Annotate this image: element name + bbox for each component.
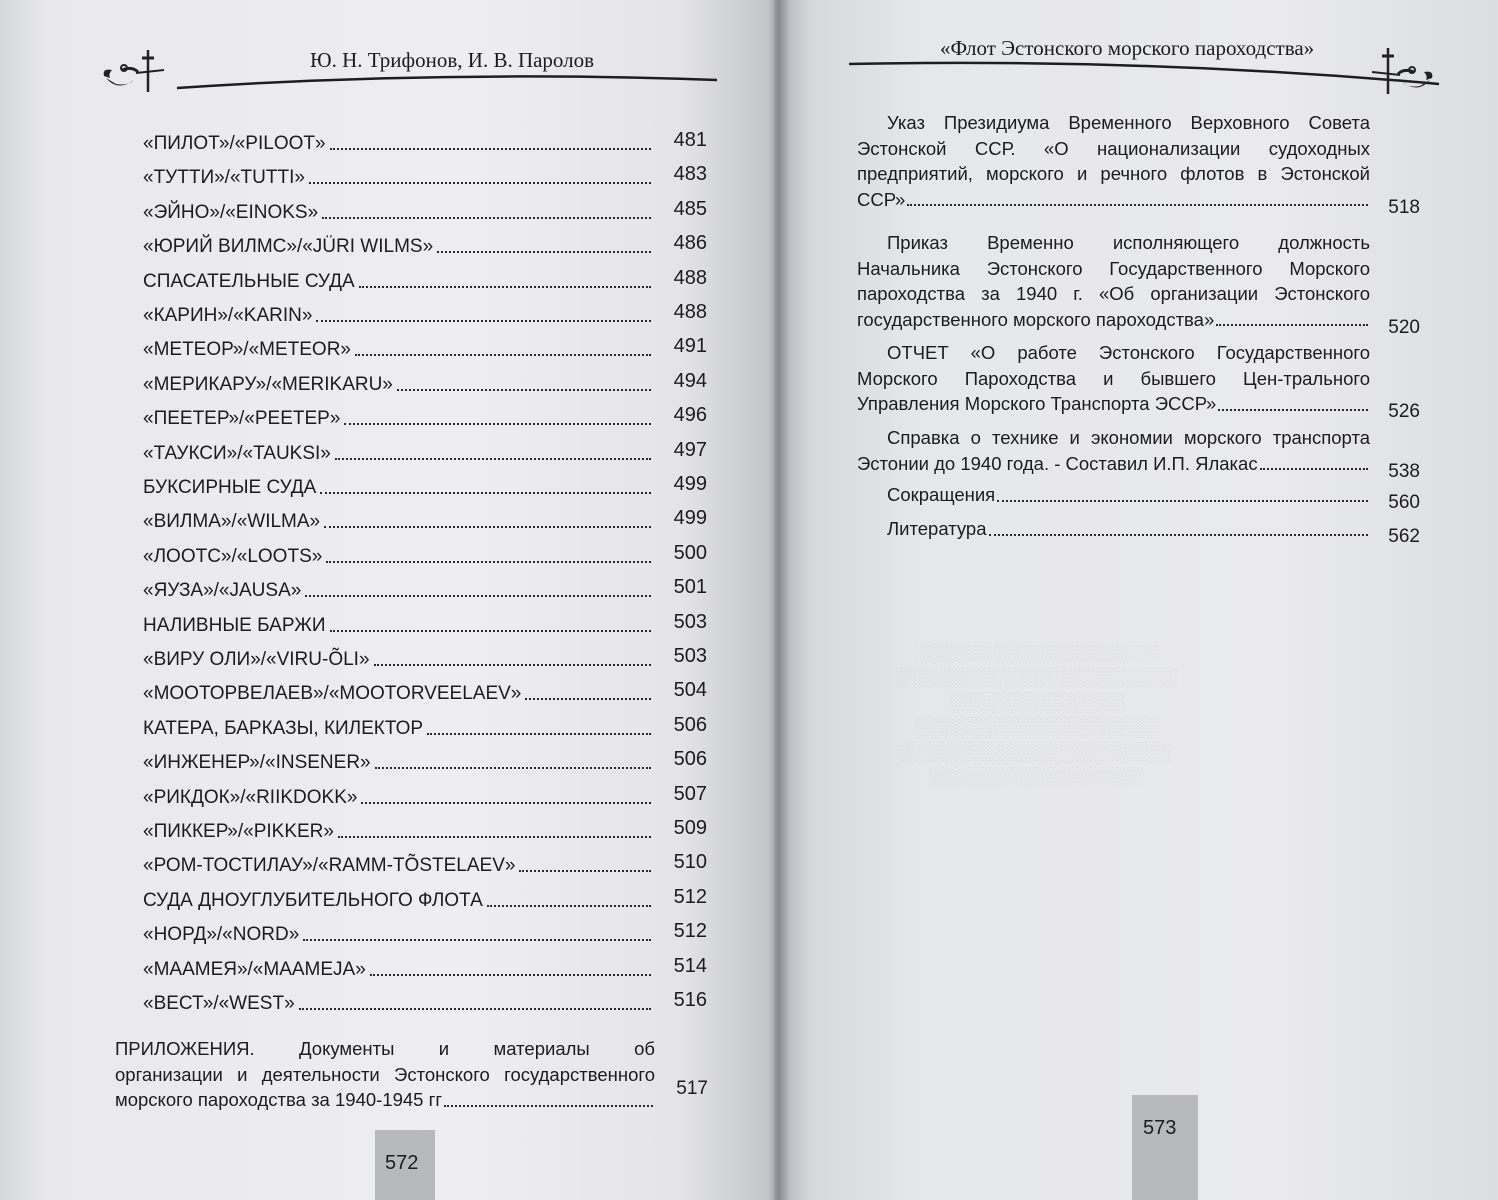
page-ref: 496 [673, 404, 707, 427]
dot-leader [330, 630, 652, 632]
entry-title: «ВИРУ ОЛИ»/«VIRU-ÕLI» [143, 649, 370, 670]
entry-last-line [857, 516, 1370, 542]
toc-entry[interactable] [143, 641, 707, 671]
anchor-sword-ornament-icon [98, 40, 168, 100]
entry-text-line: Указ Президиума Временного Верховного Совета [887, 112, 1370, 133]
page-number-tab [1132, 1095, 1198, 1200]
dot-leader [303, 939, 651, 941]
dot-leader [374, 664, 651, 666]
entry-title: БУКСИРНЫЕ СУДА [143, 477, 317, 498]
entry-title: «ЛООТС»/«LOOTS» [143, 545, 323, 567]
entry-title: СПАСАТЕЛЬНЫЕ СУДА [143, 270, 355, 292]
toc-entry[interactable] [143, 607, 707, 637]
dot-leader [359, 286, 651, 288]
page-ref: 494 [673, 369, 707, 392]
entry-title: «ПИККЕР»/«PIKKER» [143, 821, 334, 842]
running-header: «Флот Эстонского морского пароходства» [940, 36, 1315, 60]
entry-text-line: ОТЧЕТ «О работе Эстонского Государственного [887, 342, 1370, 363]
entry-text-line: Начальника Эстонского Государственного Морского [857, 257, 1370, 279]
dot-leader [309, 182, 651, 184]
page-ref: 497 [673, 438, 707, 461]
page-ref: 512 [673, 920, 707, 943]
entry-title: «МООТОРВЕЛАЕВ»/«MOOTORVEELAEV» [143, 683, 522, 705]
entry-title: «ЭЙНО»/«EINOKS» [143, 201, 319, 223]
dot-leader [437, 251, 651, 253]
page-ref: 491 [673, 335, 707, 358]
page-ref: 512 [673, 885, 707, 908]
header-rule [175, 70, 720, 94]
entry-last-line [857, 307, 1370, 333]
toc-entry[interactable] [143, 779, 707, 809]
toc-entry[interactable] [143, 813, 707, 843]
entry-last-line [857, 451, 1370, 477]
entry-title: НАЛИВНЫЕ БАРЖИ [143, 614, 326, 636]
toc-entry[interactable] [143, 538, 707, 568]
toc-entry-appendix[interactable] [115, 1036, 708, 1113]
page-ref: 481 [673, 129, 707, 151]
dot-leader [907, 204, 1368, 206]
dot-leader [375, 767, 651, 769]
dot-leader [487, 905, 651, 907]
entry-title: «МААМЕЯ»/«MAAMEJA» [143, 958, 366, 980]
page-ref: 506 [673, 713, 707, 736]
show-through-text: ░░░░░░░░░░░░░░░░░░ ░░░░░░░░░░░░░░░░░░░░░ ░░░░░░░░░░░░░ ░░░░░░░░░░░░░░░░░░ ░░░░░░░░░░░░░░░░░░░░ ░░░░░░░░░░░░░░░░ [895, 642, 1178, 788]
entry-last-line [857, 482, 1370, 508]
entry-last-line [857, 187, 1370, 213]
entry-text-line: пароходства за 1940 г. «Об организации Эстонского [857, 283, 1370, 304]
toc-entry[interactable] [143, 572, 707, 602]
toc-entry[interactable] [857, 482, 1420, 513]
dot-leader [370, 974, 651, 976]
dot-leader [355, 354, 651, 356]
entry-title: «ИНЖЕНЕР»/«INSENER» [143, 752, 371, 774]
entry-text-line: Литература [887, 518, 987, 539]
entry-title: «ВЕСТ»/«WEST» [143, 993, 295, 1014]
toc-entry[interactable] [143, 710, 707, 740]
toc-entry[interactable] [143, 159, 707, 189]
entry-title: «МЕТЕОР»/«METEOR» [143, 339, 351, 361]
page-ref: 526 [1388, 401, 1420, 422]
entry-title: «ВИЛМА»/«WILMA» [143, 511, 321, 533]
page-ref: 518 [1388, 196, 1420, 218]
page-ref: 503 [673, 645, 707, 667]
dot-leader [330, 148, 651, 150]
page-ref: 500 [673, 541, 707, 564]
anchor-sword-ornament-icon [1368, 42, 1438, 102]
dot-leader [525, 698, 651, 700]
toc-entry[interactable] [143, 744, 707, 774]
entry-title: «ТАУКСИ»/«TAUKSI» [143, 442, 331, 464]
entry-title: «КАРИН»/«KARIN» [143, 305, 313, 326]
page-ref: 538 [1388, 460, 1420, 482]
entry-title: «ЯУЗА»/«JAUSA» [143, 580, 302, 602]
dot-leader [320, 492, 651, 494]
page-number: 572 [385, 1152, 419, 1174]
page-ref: 562 [1388, 526, 1420, 547]
entry-text-line: Сокращения [887, 484, 996, 505]
dot-leader [335, 458, 651, 460]
entry-title: «ПИЛОТ»/«PILOOT» [143, 133, 326, 154]
page-ref: 510 [673, 851, 707, 874]
page-ref: 516 [673, 989, 707, 1011]
dot-leader [344, 423, 651, 425]
page-ref: 514 [673, 954, 707, 977]
page-ref: 560 [1388, 492, 1420, 513]
entry-title: КАТЕРА, БАРКАЗЫ, КИЛЕКТОР [143, 717, 424, 739]
entry-text-line: Эстонии до 1940 года. - Составил И.П. Ялакас [857, 452, 1258, 474]
dot-leader [444, 1105, 653, 1107]
entry-text-line: организации и деятельности Эстонского государственного [115, 1063, 655, 1085]
dot-leader [1260, 468, 1368, 470]
dot-leader [322, 217, 651, 219]
dot-leader [1216, 324, 1368, 326]
toc-entry[interactable] [143, 228, 707, 258]
toc-entry[interactable] [143, 916, 707, 946]
page-ref: 509 [673, 817, 707, 839]
page-ref: 504 [673, 679, 707, 702]
right-page [775, 0, 1498, 1200]
dot-leader [361, 802, 651, 804]
entry-last-line [857, 391, 1370, 417]
page-ref: 488 [673, 301, 707, 323]
dot-leader [427, 733, 651, 735]
entry-text-line: предприятий, морского и речного флотов в Эстонской [857, 163, 1370, 184]
entry-text-line: Управления Морского Транспорта ЭССР» [857, 393, 1217, 414]
toc-entry[interactable] [143, 985, 707, 1015]
toc-entry[interactable] [143, 125, 707, 155]
book-spine-shadow [768, 0, 790, 1200]
entry-text-line: государственного морского пароходства» [857, 308, 1215, 330]
toc-entry[interactable] [857, 230, 1420, 338]
toc-entry[interactable] [143, 469, 707, 499]
entry-title: «ЮРИЙ ВИЛМС»/«JÜRI WILMS» [143, 236, 434, 258]
toc-entry[interactable] [143, 331, 707, 361]
entry-title: СУДА ДНОУГЛУБИТЕЛЬНОГО ФЛОТА [143, 889, 483, 911]
entry-text-line: Морского Пароходства и бывшего Цен-трального [857, 367, 1370, 389]
toc-entry[interactable] [143, 366, 707, 396]
dot-leader [997, 500, 1368, 502]
header-rule [847, 58, 1442, 88]
entry-text-line: Справка о технике и экономии морского транспорта [887, 427, 1370, 448]
page-ref: 503 [673, 610, 707, 633]
page-ref: 506 [673, 748, 707, 771]
page-ref: 485 [673, 197, 707, 220]
page-ref: 517 [676, 1078, 708, 1099]
toc-entry[interactable] [857, 516, 1420, 547]
dot-leader [1218, 409, 1368, 411]
toc-entry[interactable] [143, 675, 707, 705]
toc-entry[interactable] [857, 110, 1420, 218]
toc-entry[interactable] [143, 435, 707, 465]
entry-title: «РОМ-ТОСТИЛАУ»/«RAMM-TÕSTELAEV» [143, 855, 516, 877]
entry-title: «МЕРИКАРУ»/«MERIKARU» [143, 373, 393, 395]
entry-text-line: ССР» [857, 188, 906, 210]
entry-text-line: Эстонской ССР. «О национализации судоходных [857, 137, 1370, 159]
page-ref: 520 [1388, 316, 1420, 338]
page-ref: 486 [673, 232, 707, 255]
dot-leader [326, 561, 651, 563]
entry-title: «РИКДОК»/«RIIKDOKK» [143, 786, 358, 808]
toc-entry[interactable] [143, 882, 707, 912]
toc-entry[interactable] [857, 340, 1420, 422]
toc-entry[interactable] [143, 847, 707, 877]
page-ref: 499 [673, 507, 707, 530]
entry-title: «НОРД»/«NORD» [143, 924, 300, 946]
dot-leader [316, 320, 651, 322]
entry-title: «ТУТТИ»/«TUTTI» [143, 167, 305, 189]
entry-text-line: морского пароходства за 1940-1945 гг [115, 1089, 443, 1110]
page-number: 573 [1143, 1117, 1177, 1139]
toc-entry[interactable] [143, 263, 707, 293]
dot-leader [324, 526, 651, 528]
page-ref: 507 [673, 782, 707, 805]
entry-last-line [115, 1087, 655, 1113]
toc-entry[interactable] [143, 297, 707, 327]
running-header: Ю. Н. Трифонов, И. В. Паролов [310, 48, 595, 72]
entry-text-line: Приказ Временно исполняющего должность [887, 232, 1370, 253]
toc-entry[interactable] [143, 194, 707, 224]
toc-entry[interactable] [857, 425, 1420, 482]
page-ref: 499 [673, 473, 707, 495]
dot-leader [299, 1008, 651, 1010]
toc-entry[interactable] [143, 951, 707, 981]
entry-text-line: ПРИЛОЖЕНИЯ. Документы и материалы об [115, 1038, 655, 1059]
page-ref: 488 [673, 266, 707, 289]
dot-leader [397, 389, 651, 391]
entry-title: «ПЕЕТЕР»/«PEETEP» [143, 408, 341, 430]
dot-leader [989, 534, 1368, 536]
toc-entry[interactable] [143, 400, 707, 430]
dot-leader [338, 836, 651, 838]
dot-leader [305, 595, 651, 597]
page-ref: 501 [673, 576, 707, 599]
dot-leader [519, 870, 651, 872]
page-ref: 483 [673, 163, 707, 186]
toc-entry[interactable] [143, 503, 707, 533]
